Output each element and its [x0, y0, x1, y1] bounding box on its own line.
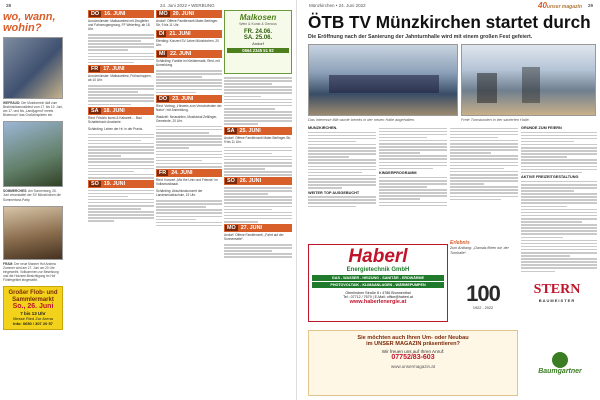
day-header: FR 24. JUNI: [156, 169, 222, 177]
day-header: MO 20. JUNI: [156, 10, 222, 18]
article-col-3: [450, 126, 518, 240]
event-text-block: [88, 85, 154, 105]
band-photo: [3, 37, 63, 99]
haberl-tel: Tel.: 07712 / 7679 | E-Mail: office@haberl.at: [343, 295, 413, 299]
article-subtitle: Die Eröffnung nach der Sanierung der Jahnturnhalle wird mit einem großen Fest gefeiert.: [308, 34, 533, 40]
hundred-years-logo: [453, 282, 513, 316]
day-header: DO 23. JUNI: [156, 95, 222, 103]
event-entry: Schärding: Leben der Hr. in der Praxis.: [88, 126, 143, 131]
promo-line-1: Sie möchten auch Ihren Um- oder Neubau: [357, 335, 469, 341]
article-lead: MÜNZKIRCHEN.: [308, 126, 338, 130]
hundred-years: 1922 - 2022: [472, 306, 494, 310]
stern-sub: BAUMEISTER: [538, 298, 576, 303]
day-header: MO 27. JUNI: [224, 224, 292, 232]
article-title: ÖTB TV Münzkirchen startet durch: [308, 12, 591, 32]
event-entry: Aurolzmünster: Maibaumfest, Frühschoppen, ab 10 Uhr.: [88, 73, 152, 82]
event-column-1: [88, 10, 154, 224]
event-entry: Ried: Konzert „Mix the Univ und Friends“ im Volksmusiksaal.: [156, 178, 218, 187]
event-entry: Andorf: Offene Familienzeit, „Fahrt auf der Sonnenseite“.: [224, 233, 284, 242]
baumgartner-name: Baumgartner: [538, 368, 582, 375]
caption-left: Das Interesse fällt wurde bereits in der neuen Halle abgehalten.: [308, 118, 416, 122]
malkosen-phone: 0664 2345 51 92: [227, 48, 289, 53]
event-text-block: [156, 126, 222, 168]
haberl-address: Oberlindner Straße 8 • 4786 Brunnenthal: [345, 291, 411, 295]
hundred-text: 100: [466, 282, 500, 306]
sidebar: [3, 12, 63, 397]
ad-time: 7 bis 13 Uhr: [20, 311, 46, 317]
quote-title: Erlebnis: [450, 240, 470, 246]
event-text-block: [224, 147, 292, 176]
event-text-block: [156, 200, 222, 226]
baumgartner-logo: [525, 352, 595, 382]
caption1-lead: WEFRAUD:: [3, 101, 21, 105]
event-entry: Waldzell: Neuwahlen, Musiklokal Zeitlinger, Gemeinde, 20 Uhr.: [156, 114, 218, 123]
event-entry: Schärding: Familie im Kleidermarkt, Ried, mit Anmeldung.: [156, 59, 220, 67]
malkosen-ad: [224, 10, 292, 74]
magazine-logo: 40unser magazin: [538, 1, 582, 10]
gym-hall-photo-2: [461, 44, 596, 116]
col1-heading: WEITER TOP AUSGEBUCHT: [308, 190, 360, 195]
col3-heading-1: GRÜNDE ZUM FEIERN: [521, 126, 562, 130]
event-text-block: [224, 77, 292, 125]
day-header: SA 18. JUNI: [88, 107, 154, 115]
event-text-block: [88, 134, 154, 179]
quote-text: Zum Anklang: „Damals flirten wir, der Turnhalle“.: [450, 246, 509, 255]
caption1-text: Der Musikverein lädt zum Bezirksblasmusikfest vom 17. bis 19. Juni, am 17. und bis „Landjugend“ meets Bluemoon“ das Großeinspielen ein.: [3, 101, 63, 118]
caption2-text: Am Sonnenweg, 26. Juni veranstaltet der SV Münzkirchen die Sommertanz-Party.: [3, 189, 61, 202]
event-entry: Andorf: Offene Familienzeit Maier-Berlinger-Str, 9 bis 11 Uhr.: [224, 135, 292, 144]
promo-phone: 07752/83-603: [391, 354, 435, 361]
malkosen-location: Andorf: [252, 41, 264, 46]
article-text: [450, 128, 518, 201]
haberl-services-2: PHOTOVOLTAIK - KLIMAANLAGEN - WÄRMEPUMPEN: [312, 282, 444, 288]
promo-web: www.unsermagazin.at: [390, 364, 436, 369]
event-text-block: [88, 34, 154, 63]
article-text: [308, 196, 376, 207]
right-header-date: Münzkirchen • 24. Juni 2022: [309, 3, 366, 8]
right-page: [303, 0, 600, 400]
day-header: DO 16. JUNI: [88, 10, 154, 18]
event-text-block: [156, 70, 222, 93]
event-entry: Schärding: Abschlusskonzert der Landesmusikschule, 19 Uhr.: [156, 189, 203, 198]
event-text-block: [88, 190, 154, 223]
haberl-sub: Energietechnik GmbH: [346, 267, 410, 273]
event-column-2: [156, 10, 222, 228]
day-header: DI 21. JUNI: [156, 30, 222, 38]
ad-date: So., 26. Juni: [12, 303, 54, 311]
sports-photo: [3, 121, 63, 187]
left-page-number: 28: [6, 3, 12, 8]
haberl-ad: [308, 244, 448, 322]
malkosen-sub: Wein & Kunst & Genuss: [239, 22, 277, 26]
caption3-lead: FRAM:: [3, 261, 14, 266]
article-text: [521, 132, 597, 174]
event-entry: Aurolzmünster: Maibaumfest mit Zeugleiter und Fahrzeugsegnung, FF Weierfing, ab 18 Uhr.: [88, 19, 150, 31]
left-header-date: 24. Juni 2022 • WERBUNG: [160, 3, 215, 8]
farm-photo: [3, 206, 63, 260]
left-page: [0, 0, 297, 400]
day-header: MI 22. JUNI: [156, 50, 222, 58]
article-col-1: [308, 126, 376, 240]
article-col-2: [379, 126, 447, 240]
event-text-block: [224, 244, 292, 258]
article-text: [521, 181, 597, 272]
malkosen-brand: Malkosen: [239, 13, 277, 22]
sidebar-headline-2: wohin?: [3, 22, 42, 34]
ad-info: Info: 0650 / 307 20 57: [13, 321, 53, 327]
malkosen-date-2: SA. 25.06.: [243, 35, 273, 41]
sidebar-headline-1: wo, wann,: [3, 12, 56, 23]
article-text: [379, 177, 447, 206]
promo-line-3: Wir freuen uns auf Ihren Anruf:: [381, 349, 445, 354]
ad-title: Großer Flob- und Sammlermarkt: [8, 290, 58, 303]
right-page-number: 29: [588, 3, 594, 8]
article-text: [379, 128, 447, 170]
stern-logo: [517, 282, 597, 316]
haberl-services-1: GAS - WASSER - HEIZUNG - SANITÄR - ERDWÄRME: [312, 275, 444, 281]
col2-heading: KINDERPROGRAMM: [379, 171, 417, 176]
article-text: [308, 132, 376, 189]
event-entry: Andorf: Offene Familienzeit Maier-Berlinger-Str, 9 bis 11 Uhr.: [156, 19, 219, 27]
haberl-name: Haberl: [348, 246, 408, 267]
event-entry: Ried: Frisörin kunst & Kabarett ... Bad Schallerbach Anatomie.: [88, 115, 142, 124]
day-header: SA 25. JUNI: [224, 127, 292, 135]
stern-name: STERN: [533, 282, 581, 297]
caption-right: Freie Turnstunden in der sanierten Halle.: [461, 118, 530, 122]
event-column-3: [224, 10, 292, 260]
event-entry: Eferding: Konzert SV Jahre Münzkirchen, 20 Uhr.: [156, 39, 219, 47]
quote-box: [450, 240, 518, 276]
day-header: SO 19. JUNI: [88, 180, 154, 188]
ad-place: Messe Ried Zur Arena: [13, 316, 53, 322]
caption2-lead: SOMMERCHES:: [3, 189, 28, 194]
col3-heading-2: AKTIVE FREIZEITGESTALTUNG: [521, 175, 579, 180]
promo-line-2: im UNSER MAGAZIN präsentieren?: [366, 341, 460, 347]
event-text-block: [224, 187, 292, 223]
day-header: SO 26. JUNI: [224, 177, 292, 185]
promo-box: [308, 330, 518, 396]
gym-hall-photo-1: [308, 44, 458, 116]
haberl-web: www.haberlenergie.at: [349, 299, 407, 305]
event-entry: Ried: Vortrag, „Hinweis zum Verschwinden der Natur“; mit Anmeldung.: [156, 103, 222, 112]
tree-icon: [552, 352, 568, 368]
flea-market-ad: [3, 286, 63, 330]
caption3-text: Der neue Manner Hof Andrea Zummer wird am 27. Juni um 20 Uhr eingeweiht. Vollkommen zur Besetzung und die Holzsee-Besichtigung im Hof Fünfergebiet eingeweiht.: [3, 261, 59, 283]
day-header: FR 17. JUNI: [88, 65, 154, 73]
malkosen-date-1: FR. 24.06.: [243, 29, 272, 35]
